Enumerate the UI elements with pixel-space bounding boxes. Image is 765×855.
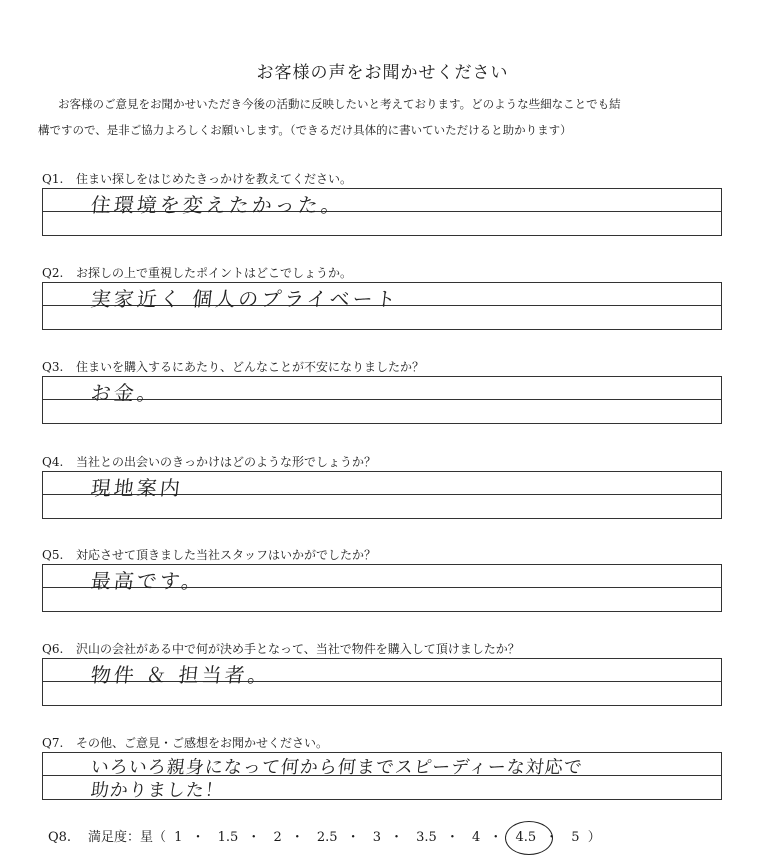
question-label xyxy=(42,170,722,186)
handwritten-answer: お金。 xyxy=(89,381,162,405)
question-text: 住まい探しをはじめたきっかけを教えてください。 xyxy=(76,172,353,186)
answer-box xyxy=(42,658,722,706)
question-text: お探しの上で重視したポイントはどこでしょうか。 xyxy=(76,266,353,280)
handwritten-answer: 最高です。 xyxy=(89,569,206,593)
question-text: 住まいを購入するにあたり、どんなことが不安になりましたか？ xyxy=(76,360,425,374)
question-1 xyxy=(42,170,722,236)
handwritten-answer: 物件 ＆ 担当者。 xyxy=(89,663,272,687)
question-label xyxy=(42,453,722,469)
question-number: Q6. xyxy=(42,642,64,656)
question-number: Q1. xyxy=(42,172,64,186)
question-label xyxy=(42,358,722,374)
handwritten-answer: いろいろ親身になって何から何までスピーディーな対応で xyxy=(89,757,584,778)
rating-option[interactable]: 2 xyxy=(273,830,282,845)
rating-option[interactable]: 2.5 xyxy=(316,830,338,845)
handwritten-answer: 住環境を変えたかった。 xyxy=(89,193,346,217)
question-5 xyxy=(42,546,722,612)
question-number: Q8. xyxy=(48,830,72,845)
question-text: その他、ご意見・ご感想をお聞かせください。 xyxy=(76,736,329,750)
satisfaction-rating: Q8. 満足度：星（ 1 ・ 1.5 ・ 2 ・ 2.5 ・ 3 ・ 3.5 ・ 4 ・ 4.5 ・ 5 ） xyxy=(48,830,601,845)
question-3 xyxy=(42,358,722,424)
answer-box xyxy=(42,376,722,424)
question-7 xyxy=(42,734,722,800)
rating-option[interactable]: 3 xyxy=(372,830,381,845)
question-label xyxy=(42,734,722,750)
answer-box xyxy=(42,471,722,519)
question-number: Q5. xyxy=(42,548,64,562)
rating-option[interactable]: 3.5 xyxy=(416,830,437,845)
answer-box xyxy=(42,564,722,612)
question-text: 対応させて頂きました当社スタッフはいかがでしたか？ xyxy=(76,548,377,562)
rating-option[interactable]: 1 xyxy=(174,830,183,845)
question-2 xyxy=(42,264,722,330)
question-number: Q2. xyxy=(42,266,64,280)
rating-option-selected[interactable]: 4.5 xyxy=(515,830,537,845)
handwritten-answer: 現地案内 xyxy=(89,476,185,500)
question-label xyxy=(42,546,722,562)
question-label xyxy=(42,640,722,656)
answer-box xyxy=(42,188,722,236)
rating-option[interactable]: 5 xyxy=(571,830,580,845)
handwritten-answer: 実家近く 個人のプライベート xyxy=(89,287,400,311)
question-4 xyxy=(42,453,722,519)
rating-option[interactable]: 4 xyxy=(472,830,481,845)
intro-line-1: お客様のご意見をお聞かせいただき今後の活動に反映したいと考えております。どのような些細なことでも結 xyxy=(58,97,621,111)
page-title: お客様の声をお聞かせください xyxy=(256,63,509,83)
question-6 xyxy=(42,640,722,706)
question-label xyxy=(42,264,722,280)
handwritten-answer-line-2: 助かりました！ xyxy=(89,780,225,801)
rating-label: 満足度：星（ xyxy=(88,830,167,845)
rating-option[interactable]: 1.5 xyxy=(217,830,239,845)
rating-close: ） xyxy=(587,830,601,845)
question-text: 当社との出会いのきっかけはどのような形でしょうか？ xyxy=(76,455,377,469)
question-number: Q3. xyxy=(42,360,64,374)
question-text: 沢山の会社がある中で何が決め手となって、当社で物件を購入して頂けましたか？ xyxy=(76,642,520,656)
question-number: Q7. xyxy=(42,736,64,750)
answer-box xyxy=(42,752,722,800)
answer-box xyxy=(42,282,722,330)
intro-line-2: 構ですので、是非ご協力よろしくお願いします。（できるだけ具体的に書いていただけると助かります） xyxy=(38,123,572,137)
question-number: Q4. xyxy=(42,455,64,469)
